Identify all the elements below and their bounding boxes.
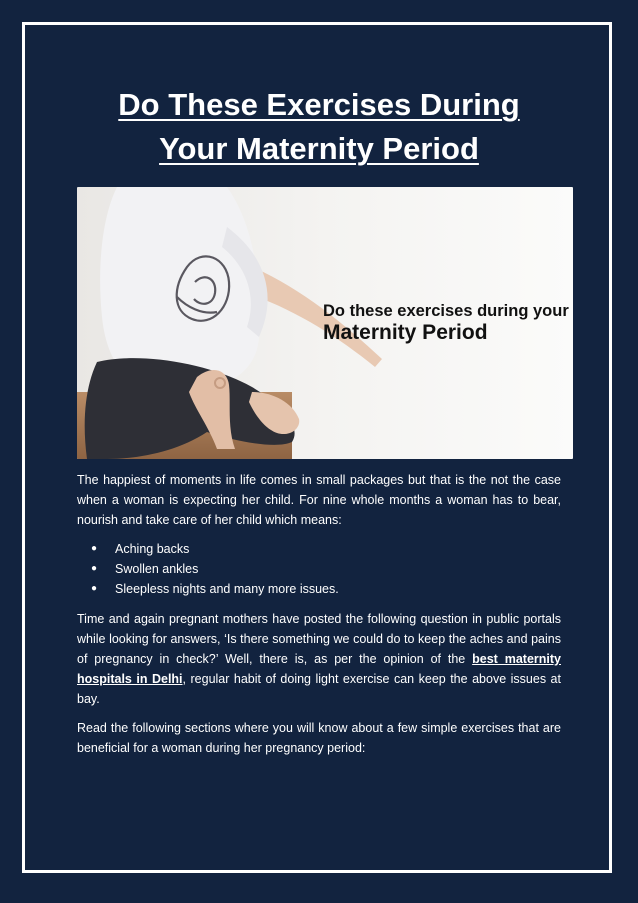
hero-illustration: [77, 187, 573, 459]
intro-paragraph: The happiest of moments in life comes in small packages but that is the not the case when a woman is expecting her child. For nine whole months a woman has to bear, nourish and take care of her child which means:: [77, 473, 561, 527]
bullet-icon: ●: [91, 583, 98, 594]
page-title: [40, 83, 598, 171]
list-item: ● Aching backs: [115, 539, 561, 559]
list-item: ● Swollen ankles: [115, 559, 561, 579]
bullet-icon: ●: [91, 563, 98, 574]
bullet-icon: ●: [91, 543, 98, 554]
question-paragraph: Time and again pregnant mothers have posted the following question in public portals while looking for answers, ‘Is there something we could do to keep the aches and pains of pregnancy in check?’ Well, there is, as per the opinion of the best maternity hospitals in Delhi, regular habit of doing light exercise can keep the above issues at bay.: [77, 612, 561, 706]
hero-overlay-line-1: Do these exercises during your: [323, 302, 569, 320]
title-line-1: Do These Exercises During: [118, 87, 520, 122]
maternity-hospitals-link[interactable]: best maternity hospitals in Delhi: [77, 652, 561, 686]
hero-image: [77, 187, 573, 459]
article-body: [77, 470, 561, 767]
list-item: ● Sleepless nights and many more issues.: [115, 579, 561, 599]
hero-overlay-line-2: Maternity Period: [323, 321, 488, 344]
title-line-2: Your Maternity Period: [159, 131, 479, 166]
issues-list: [77, 539, 561, 599]
sections-paragraph: Read the following sections where you will know about a few simple exercises that are beneficial for a woman during her pregnancy period:: [77, 721, 561, 755]
